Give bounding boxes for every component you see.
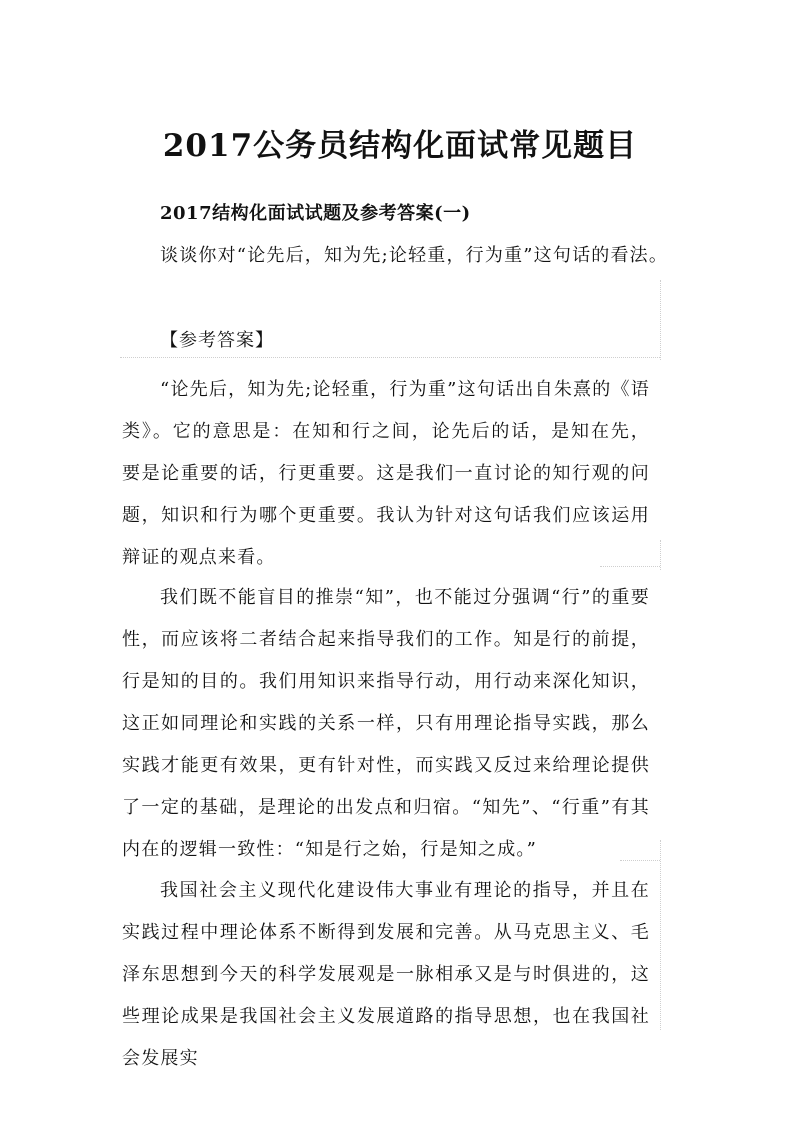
answer-paragraph-3: 我国社会主义现代化建设伟大事业有理论的指导，并且在实践过程中理论体系不断得到发展和完善。从马克思主义、毛泽东思想到今天的科学发展观是一脉相承又是与时俱进的，这些理论成果是我国社会主义发展道路的指导思想，也在我国社会发展实 [122, 880, 650, 1069]
dotted-guide [660, 280, 661, 360]
answer-paragraph-2: 我们既不能盲目的推崇“知”，也不能过分强调“行”的重要性，而应该将二者结合起来指导我们的工作。知是行的前提，行是知的目的。我们用知识来指导行动，用行动来深化知识，这正如同理论和实践的关系一样，只有用理论指导实践，那么实践才能更有效果，更有针对性，而实践又反过来给理论提供了一定的基础，是理论的出发点和归宿。“知先”、“行重”有其内在的逻辑一致性：“知是行之始，行是知之成。” [122, 587, 650, 860]
interview-question: 谈谈你对“论先后，知为先;论轻重，行为重”这句话的看法。 [160, 245, 669, 266]
dotted-guide [600, 566, 660, 567]
dotted-guide [660, 540, 661, 570]
answer-label: 【参考答案】 [160, 330, 274, 351]
section-subtitle: 2017结构化面试试题及参考答案(一) [160, 203, 471, 224]
answer-paragraph-1: “论先后，知为先;论轻重，行为重”这句话出自朱熹的《语类》。它的意思是：在知和行之间，论先后的话，是知在先，要是论重要的话，行更重要。这是我们一直讨论的知行观的问题，知识和行为哪个更重要。我认为针对这句话我们应该运用辩证的观点来看。 [122, 379, 650, 568]
dotted-guide [660, 840, 661, 1030]
document-title: 2017公务员结构化面试常见题目 [162, 128, 638, 164]
dotted-guide [120, 357, 660, 358]
dotted-guide [620, 860, 660, 861]
